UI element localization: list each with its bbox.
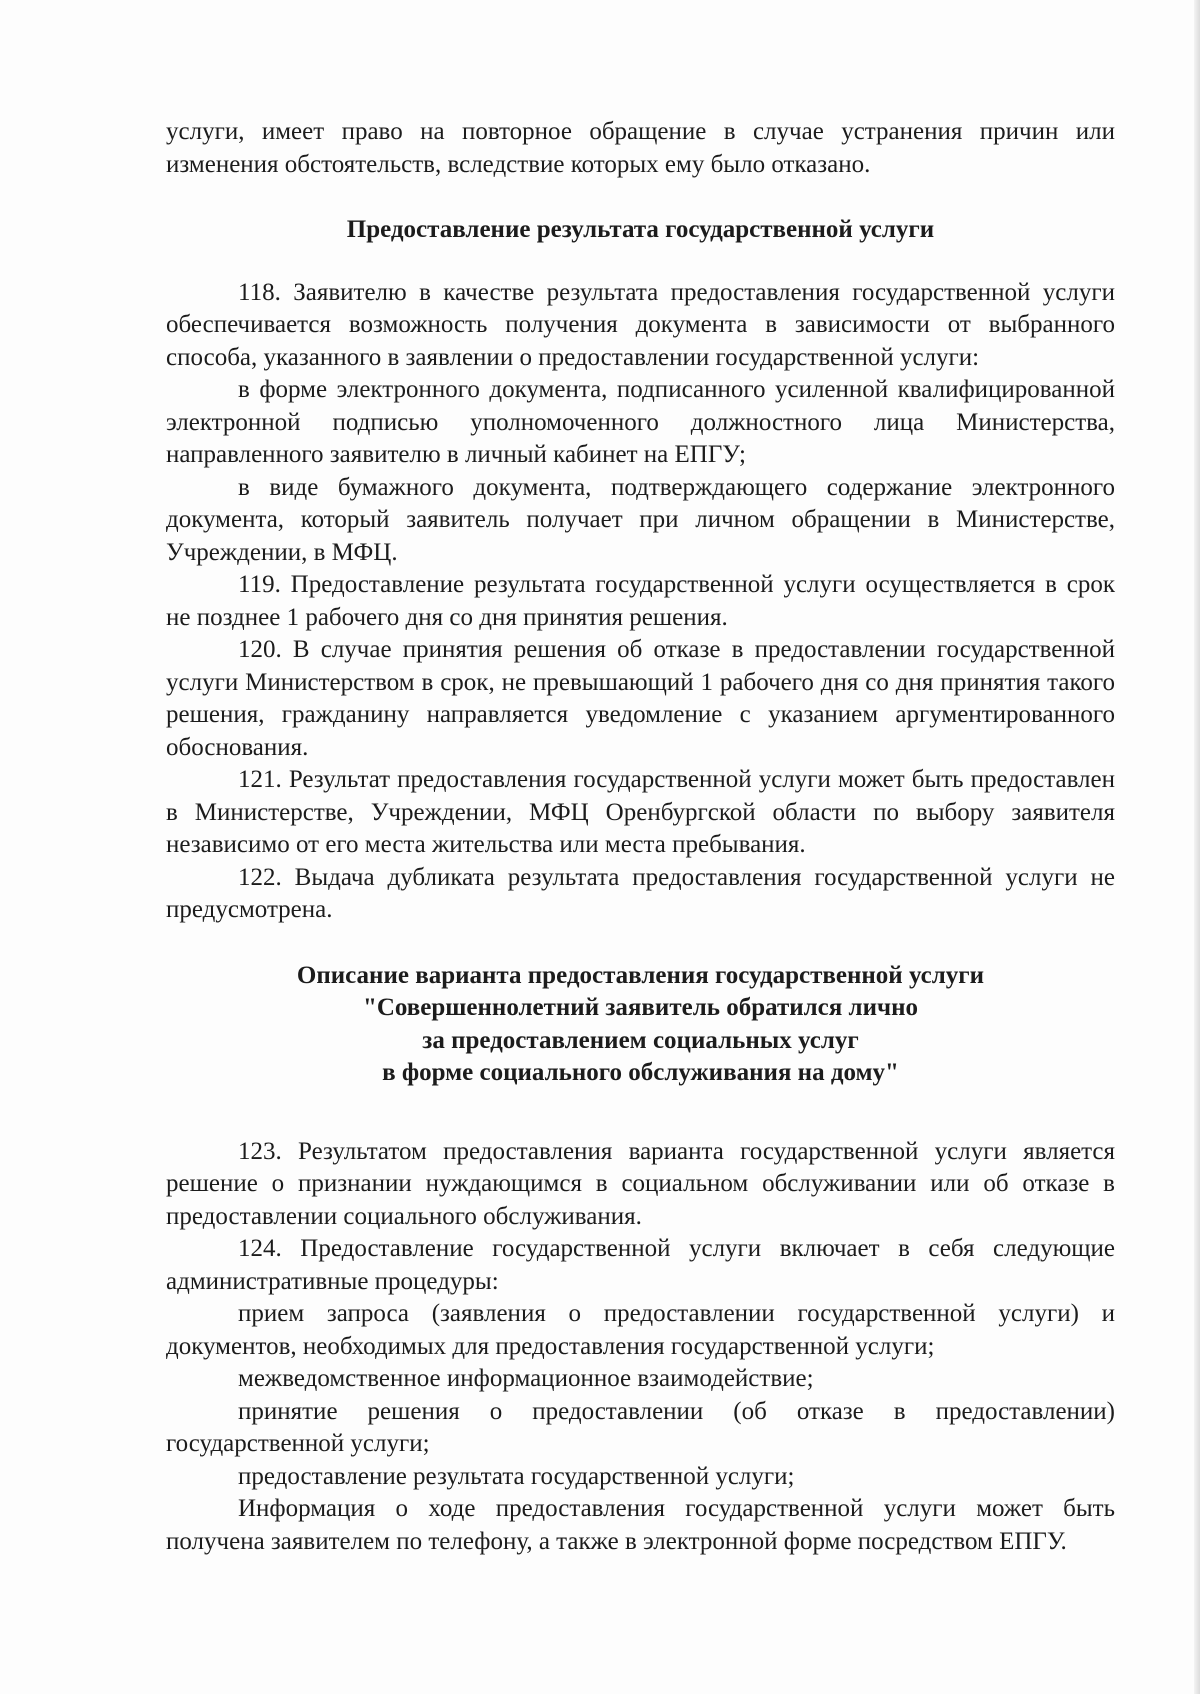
procedure-item: предоставление результата государственной услуги; [238,1462,795,1490]
paragraph-122: 122. Выдача дубликата результата предоставления государственной услуги не предусмотрена. [166,863,1115,923]
paragraph-123: 123. Результатом предоставления варианта государственной услуги является решение о признании нуждающимся в социальном обслуживании или об отказе в предоставлении социального обслуживания. [166,1137,1115,1230]
section-heading-variant [166,960,1115,1090]
section-heading-variant-line: Описание варианта предоставления государственной услуги [296,961,985,989]
intro-paragraph: услуги, имеет право на повторное обращение в случае устранения причин или изменения обстоятельств, вследствие которых ему было отказано. [166,118,1115,178]
section-heading-result: Предоставление результата государственной услуги [346,216,935,243]
document-body [166,116,1115,1558]
procedure-item: прием запроса (заявления о предоставлении государственной услуги) и документов, необходимых для предоставления государственной услуги; [166,1300,1115,1360]
paragraph-124: 124. Предоставление государственной услуги включает в себя следующие административные процедуры: [166,1235,1115,1295]
section-heading-variant-line: в форме социального обслуживания на дому" [382,1059,899,1086]
scan-edge [1194,0,1200,1694]
progress-info-paragraph: Информация о ходе предоставления государственной услуги может быть получена заявителем по телефону, а также в электронной форме посредством ЕПГУ. [166,1495,1115,1555]
procedure-item: межведомственное информационное взаимодействие; [238,1365,814,1392]
paragraph-119: 119. Предоставление результата государственной услуги осуществляется в срок не позднее 1 рабочего дня со дня принятия решения. [166,571,1115,631]
paragraph-121: 121. Результат предоставления государственной услуги может быть предоставлен в Министерстве, Учреждении, МФЦ Оренбургской области по выбору заявителя независимо от его места жительства или места пребывания. [166,766,1115,858]
section-heading-variant-line: "Совершеннолетний заявитель обратился лично [363,994,918,1021]
paragraph-120: 120. В случае принятия решения об отказе в предоставлении государственной услуги Министерством в срок, не превышающий 1 рабочего дня со дня принятия такого решения, гражданину направляется уведомление с указанием аргументированного обоснования. [166,636,1115,761]
paragraph-118-option-electronic: в форме электронного документа, подписанного усиленной квалифицированной электронной подписью уполномоченного должностного лица Министерства, направленного заявителю в личный кабинет на ЕПГУ; [166,376,1115,468]
paragraph-118-option-paper: в виде бумажного документа, подтверждающего содержание электронного документа, который заявитель получает при личном обращении в Министерстве, Учреждении, в МФЦ. [166,473,1115,566]
procedure-item: принятие решения о предоставлении (об отказе в предоставлении) государственной услуги; [166,1397,1115,1457]
paragraph-118: 118. Заявителю в качестве результата предоставления государственной услуги обеспечивается возможность получения документа в зависимости от выбранного способа, указанного в заявлении о предоставлении государственной услуги: [166,278,1115,371]
section-heading-variant-line: за предоставлением социальных услуг [422,1026,859,1054]
